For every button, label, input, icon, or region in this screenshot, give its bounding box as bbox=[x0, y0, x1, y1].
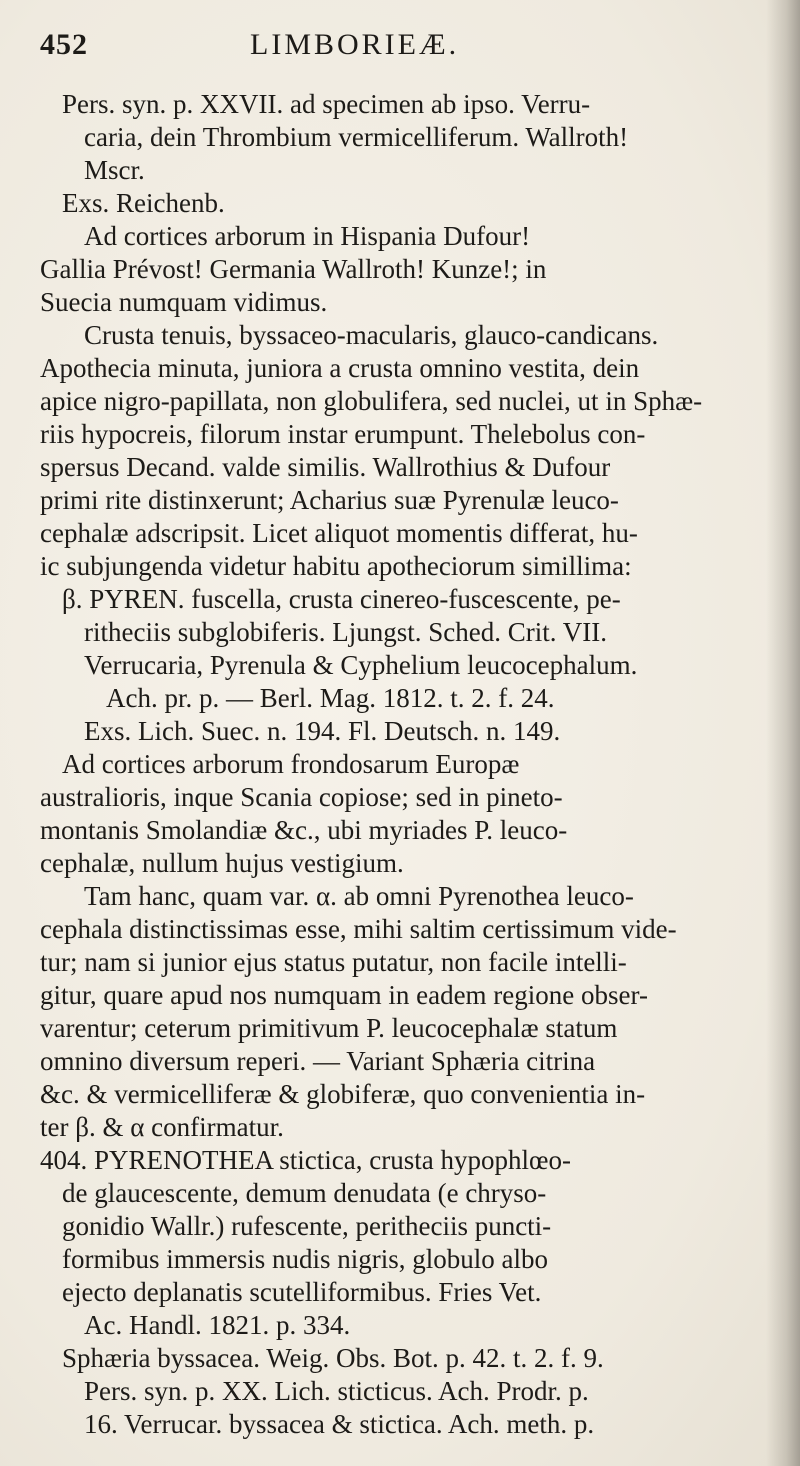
text-line: Sphæria byssacea. Weig. Obs. Bot. p. 42. t. 2. f. 9. bbox=[62, 1343, 604, 1373]
text-line: riis hypocreis, filorum instar erumpunt. Thelebolus con- bbox=[40, 419, 646, 449]
text-line: Exs. Lich. Suec. n. 194. Fl. Deutsch. n. 149. bbox=[84, 716, 561, 746]
text-line: montanis Smolandiæ &c., ubi myriades P. leuco- bbox=[40, 815, 568, 845]
text-line: Apothecia minuta, juniora a crusta omnino vestita, dein bbox=[40, 353, 640, 383]
text-line: Pers. syn. p. XX. Lich. sticticus. Ach. Prodr. p. bbox=[84, 1376, 589, 1406]
text-line: 16. Verrucar. byssacea & stictica. Ach. meth. p. bbox=[84, 1409, 595, 1439]
text-line: australioris, inque Scania copiose; sed in pineto- bbox=[40, 782, 563, 812]
text-line: Crusta tenuis, byssaceo-macularis, glauco-candicans. bbox=[84, 320, 659, 350]
text-line: Pers. syn. p. XXVII. ad specimen ab ipso. Verru- bbox=[62, 89, 591, 119]
text-line: caria, dein Thrombium vermicelliferum. Wallroth! bbox=[84, 122, 629, 152]
text-line: ejecto deplanatis scutelliformibus. Fries Vet. bbox=[62, 1277, 542, 1307]
text-line: spersus Decand. valde similis. Wallrothius & Dufour bbox=[40, 452, 611, 482]
text-line: Ad cortices arborum frondosarum Europæ bbox=[62, 749, 520, 779]
text-line: Mscr. bbox=[84, 155, 145, 185]
text-line: Verrucaria, Pyrenula & Cyphelium leucocephalum. bbox=[84, 650, 638, 680]
text-line: Suecia numquam vidimus. bbox=[40, 287, 328, 317]
text-line: apice nigro-papillata, non globulifera, sed nuclei, ut in Sphæ- bbox=[40, 386, 703, 416]
text-line: cephala distinctissimas esse, mihi saltim certissimum vide- bbox=[40, 914, 677, 944]
page-header bbox=[40, 22, 740, 62]
body-text bbox=[40, 88, 752, 1441]
text-line: gonidio Wallr.) rufescente, peritheciis puncti- bbox=[62, 1211, 552, 1241]
page-edge-shadow bbox=[766, 0, 800, 1466]
text-line: formibus immersis nudis nigris, globulo albo bbox=[62, 1244, 548, 1274]
text-line: ter β. & α confirmatur. bbox=[40, 1112, 284, 1142]
text-line: ic subjungenda videtur habitu apotheciorum simillima: bbox=[40, 551, 632, 581]
text-line: Exs. Reichenb. bbox=[62, 188, 225, 218]
running-head: LIMBORIEÆ. bbox=[250, 28, 460, 61]
text-line: omnino diversum reperi. — Variant Sphæria citrina bbox=[40, 1046, 596, 1076]
text-line: 404. PYRENOTHEA sticticа, crusta hypophlœo- bbox=[40, 1145, 571, 1175]
text-line: β. PYREN. fuscella, crusta cinereo-fuscescente, pe- bbox=[62, 584, 621, 614]
text-line: primi rite distinxerunt; Acharius suæ Pyrenulæ leuco- bbox=[40, 485, 619, 515]
text-line: ritheciis subglobiferis. Ljungst. Sched. Crit. VII. bbox=[84, 617, 607, 647]
page-number: 452 bbox=[40, 28, 88, 61]
text-line: Gallia Prévost! Germania Wallroth! Kunze!; in bbox=[40, 254, 547, 284]
text-line: Ach. pr. p. — Berl. Mag. 1812. t. 2. f. 24. bbox=[106, 683, 555, 713]
text-line: tur; nam si junior ejus status putatur, non facile intelli- bbox=[40, 947, 627, 977]
text-line: Ac. Handl. 1821. p. 334. bbox=[84, 1310, 351, 1340]
text-line: Tam hanc, quam var. α. ab omni Pyrenothea leuco- bbox=[84, 881, 634, 911]
text-line: cephalæ, nullum hujus vestigium. bbox=[40, 848, 404, 878]
text-line: cephalæ adscripsit. Licet aliquot momentis differat, hu- bbox=[40, 518, 638, 548]
text-line: varentur; ceterum primitivum P. leucocephalæ statum bbox=[40, 1013, 618, 1043]
text-line: gitur, quare apud nos numquam in eadem regione obser- bbox=[40, 980, 648, 1010]
text-line: Ad cortices arborum in Hispania Dufour! bbox=[84, 221, 531, 251]
text-line: &c. & vermicelliferæ & globiferæ, quo convenientia in- bbox=[40, 1079, 646, 1109]
text-line: de glaucescente, demum denudata (e chryso- bbox=[62, 1178, 547, 1208]
